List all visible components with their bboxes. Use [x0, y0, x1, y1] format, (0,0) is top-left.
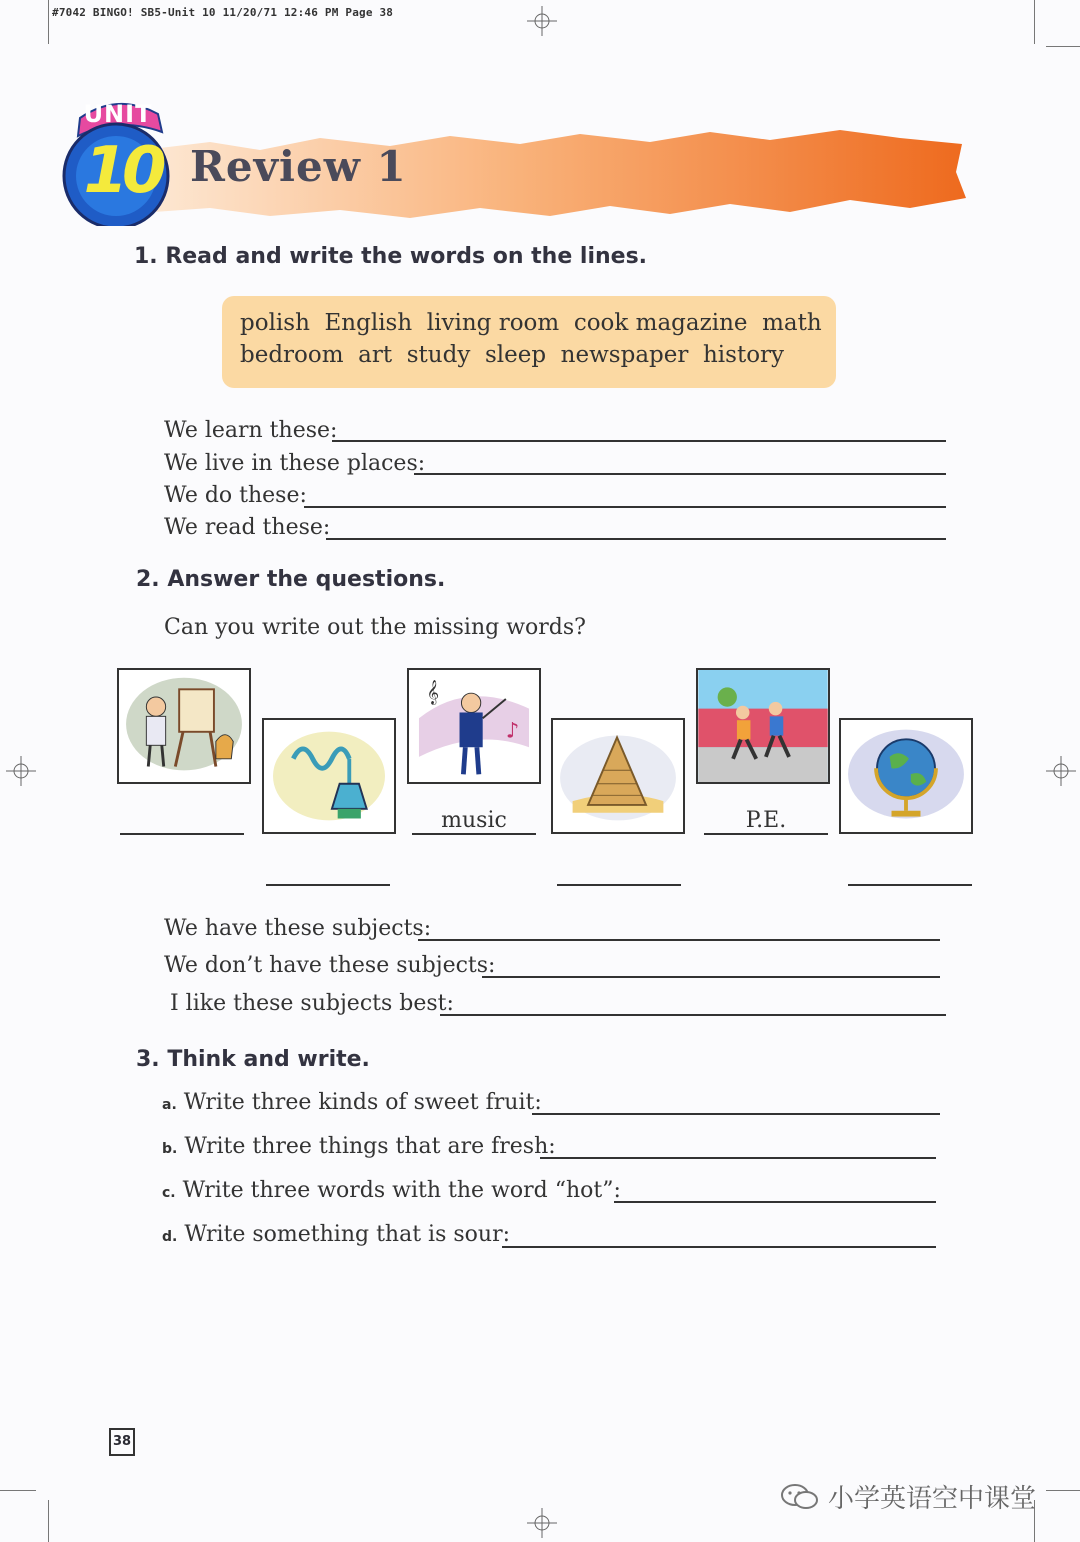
- think-item-c: [162, 1178, 621, 1203]
- crop-mark: [1046, 1490, 1080, 1491]
- picture-pe: [696, 668, 830, 784]
- answer-line[interactable]: [532, 1113, 940, 1115]
- music-icon: [409, 670, 539, 782]
- picture-blank-science[interactable]: [266, 884, 390, 886]
- picture-blank-pe[interactable]: [704, 833, 828, 835]
- answer-line[interactable]: [502, 1246, 936, 1248]
- prompt-read: We read these:: [164, 515, 331, 540]
- picture-art: [117, 668, 251, 784]
- item-text: Write three things that are fresh:: [184, 1134, 556, 1159]
- crop-mark: [1034, 0, 1035, 44]
- unit-number: 10: [83, 134, 161, 208]
- crop-mark: [1046, 46, 1080, 47]
- section-1-heading: 1. Read and write the words on the lines.: [134, 244, 648, 269]
- prompt-have-subjects: We have these subjects:: [164, 916, 432, 941]
- item-letter: b.: [162, 1141, 178, 1157]
- item-text: Write something that is sour:: [184, 1222, 510, 1247]
- picture-blank-art[interactable]: [120, 833, 244, 835]
- picture-science: [262, 718, 396, 834]
- prompt-like-subjects: I like these subjects best:: [170, 991, 454, 1016]
- answer-line[interactable]: [332, 440, 946, 442]
- section-3-heading: 3. Think and write.: [136, 1047, 370, 1072]
- printer-slug-line: #7042 BINGO! SB5-Unit 10 11/20/71 12:46 PM Page 38: [52, 6, 394, 19]
- section-2-heading: 2. Answer the questions.: [136, 567, 446, 592]
- prompt-dont-have-subjects: We don’t have these subjects:: [164, 953, 496, 978]
- prompt-do: We do these:: [164, 483, 307, 508]
- crop-mark: [0, 1490, 36, 1491]
- svg-text:𝄞: 𝄞: [426, 679, 440, 705]
- picture-music: [407, 668, 541, 784]
- running-icon: [698, 670, 828, 782]
- prompt-learn: We learn these:: [164, 418, 338, 443]
- watermark-text: 小学英语空中课堂: [828, 1484, 1037, 1514]
- item-text: Write three words with the word “hot”:: [182, 1178, 621, 1203]
- section-2-instruction: Can you write out the missing words?: [164, 615, 586, 640]
- prompt-live: We live in these places:: [164, 451, 426, 476]
- page-number: 38: [109, 1428, 135, 1456]
- item-text: Write three kinds of sweet fruit:: [183, 1090, 542, 1115]
- answer-line[interactable]: [414, 473, 946, 475]
- answer-line[interactable]: [614, 1201, 936, 1203]
- picture-geography: [839, 718, 973, 834]
- unit-badge: [58, 96, 178, 226]
- svg-text:♪: ♪: [505, 718, 520, 744]
- item-letter: d.: [162, 1229, 178, 1245]
- think-item-b: [162, 1134, 556, 1159]
- picture-answer-music: music: [441, 808, 507, 833]
- science-icon: [264, 720, 394, 832]
- painting-icon: [119, 670, 249, 782]
- crop-mark: [48, 0, 49, 44]
- word-bank-row-2: bedroom art study sleep newspaper history: [240, 342, 785, 368]
- pyramid-icon: [553, 720, 683, 832]
- picture-blank-music[interactable]: [412, 833, 536, 835]
- watermark: [780, 1478, 1036, 1515]
- unit-label: UNIT: [83, 100, 153, 128]
- answer-line[interactable]: [482, 976, 940, 978]
- registration-mark-icon: [1046, 756, 1076, 786]
- registration-mark-icon: [527, 6, 557, 36]
- think-item-d: [162, 1222, 510, 1247]
- wechat-icon: [780, 1482, 820, 1512]
- think-item-a: [162, 1090, 542, 1115]
- item-letter: a.: [162, 1097, 177, 1113]
- answer-line[interactable]: [440, 1014, 946, 1016]
- answer-line[interactable]: [326, 538, 946, 540]
- answer-line[interactable]: [418, 939, 940, 941]
- picture-blank-geography[interactable]: [848, 884, 972, 886]
- registration-mark-icon: [6, 756, 36, 786]
- word-bank-row-1: polish English living room cook magazine math: [240, 310, 822, 336]
- item-letter: c.: [162, 1185, 176, 1201]
- answer-line[interactable]: [304, 506, 946, 508]
- page-title: Review 1: [190, 142, 407, 191]
- globe-icon: [841, 720, 971, 832]
- registration-mark-icon: [527, 1508, 557, 1538]
- answer-line[interactable]: [540, 1157, 936, 1159]
- picture-history: [551, 718, 685, 834]
- crop-mark: [48, 1500, 49, 1542]
- picture-answer-pe: P.E.: [745, 808, 787, 833]
- picture-blank-history[interactable]: [557, 884, 681, 886]
